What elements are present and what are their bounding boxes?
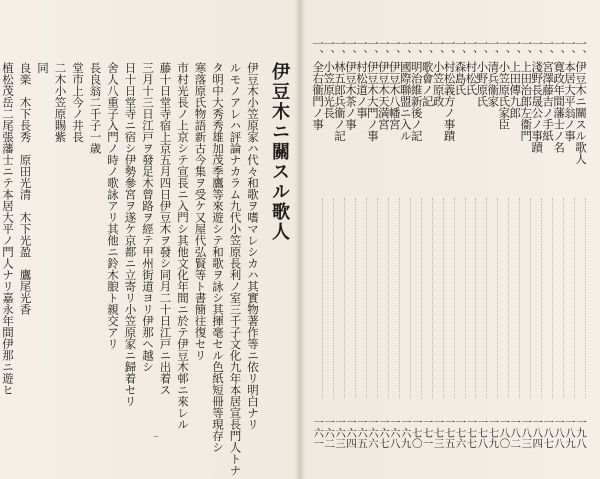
toc-entry-title: 一、寛政年間藩士ノ名 — [552, 38, 567, 153]
toc-entry-page: 一六二 — [323, 416, 336, 448]
toc-entry — [420, 38, 435, 448]
toc-entry-title: 一、宮澤藤吉ノ手紙 — [541, 38, 556, 142]
toc-entry-page: 一七一 — [421, 416, 434, 448]
toc-entry — [354, 38, 369, 448]
toc-leader-dots — [308, 198, 323, 398]
body-column: ルモノアレハ評論ナカラム九代小笠原長利ノ室三千子文化九年本居宣長門人トナ — [228, 62, 243, 476]
toc-entry-title: 一、清兵衞家 — [486, 38, 501, 107]
toc-entry-page: 一八三 — [520, 416, 533, 448]
page-title: 伊豆木ニ關スル歌人 — [269, 62, 290, 242]
body-column: 寒落原氏物語新古今集ヲ受ケ又屋代弘賢等ト書簡往復セリ — [193, 62, 208, 361]
toc-entry-page: 一八二 — [509, 416, 522, 448]
body-column: 藤十日堂寺宿上京五月四日伊豆木ヲ發シ同月二十日江戸ニ出着ス — [158, 62, 173, 396]
toc-entry — [475, 38, 490, 448]
toc-entry-page: 一八七 — [542, 416, 555, 448]
toc-entry — [322, 38, 337, 448]
toc-entry — [530, 38, 545, 448]
toc-entry-page: 一八八 — [553, 416, 566, 448]
toc-entry-page: 一六三 — [334, 416, 347, 448]
toc-entry-page: 一七五 — [443, 416, 456, 448]
table-of-contents — [311, 38, 588, 448]
toc-entry — [333, 38, 348, 448]
body-column: 日十日堂寺ニ宿シ伊勢參宮ヲ遂ケ京都ニ立寄リ小笠原家ニ歸着セリ — [123, 62, 138, 407]
toc-entry-page: 一六八 — [388, 416, 401, 448]
toc-entry-title: 一、小笠原政 — [431, 38, 446, 107]
body-column: 伊豆木小笠原家ハ代々和歌ヲ嗜マレシカハ其實物著作等ニ依リ明白ナリ — [246, 62, 260, 430]
toc-entry-page: 一六六 — [366, 416, 379, 448]
toc-entry — [431, 38, 446, 448]
toc-entry-title: 一、村松道ノ事 — [354, 38, 369, 119]
toc-entry — [343, 38, 358, 448]
toc-entry-page: 一七八 — [476, 416, 489, 448]
body-column: 長良翁二千子一歳 — [88, 62, 103, 154]
toc-entry-title: 一、上田治郎左衞門 — [519, 38, 534, 142]
toc-entry-title: 一、村松義方ノ事蹟 — [442, 38, 457, 142]
toc-entry-title: 一、歌會ノ記 — [420, 38, 435, 107]
toc-entry-title: 一、全右衞門ノ事 — [311, 38, 326, 130]
toc-entry-title: 一、小笠原光長 — [322, 38, 337, 119]
toc-entry-page: 一七六 — [454, 416, 467, 448]
toc-entry-page: 一八〇 — [498, 416, 511, 448]
body-column: 舍人八重子入門ノ時ノ歌詠アリ其他ニ鈴木朖ト親交アリ — [106, 62, 120, 350]
toc-entry-title: 一、森島氏 — [453, 38, 468, 96]
body-column: 三月十三日江戸ヲ發足木曾路ヲ經テ甲州街道ヨリ伊那ヘ越シ — [141, 62, 155, 373]
body-column: 二木小笠原賜紫 — [53, 62, 68, 143]
toc-entry — [442, 38, 457, 448]
toc-entry-page: 一八九 — [564, 416, 577, 448]
toc-entry-page: 一六五 — [355, 416, 368, 448]
toc-entry-page: 一八四 — [531, 416, 544, 448]
toc-entry — [486, 38, 501, 448]
toc-entry-title: 一、明治維新後ノ記 — [409, 38, 424, 142]
body-column: 市村光長ノ上京シテ宣長ニ入門シ其他文化年間ニ於テ伊豆木邨ニ來レル — [176, 62, 190, 430]
toc-entry-title: 一、伊豆木ニ關スル歌人 — [574, 38, 588, 165]
toc-entry-page: 一六四 — [344, 416, 357, 448]
toc-entry — [563, 38, 578, 448]
toc-entry-title: 一、林五郎兵衞ノ記 — [333, 38, 348, 142]
body-column: 堂市上今ノ井長 — [71, 62, 85, 143]
toc-entry — [552, 38, 567, 448]
toc-entry — [464, 38, 479, 448]
toc-entry-title: 一、本居大平翁ノ事 — [563, 38, 578, 142]
toc-entry-page: 一九八 — [575, 416, 587, 448]
toc-entry-page: 一六九 — [399, 416, 412, 448]
toc-entry-page: 一七〇 — [410, 416, 423, 448]
toc-entry-title: 一、淺野長晟公ノ事蹟 — [530, 38, 545, 153]
body-column: 良楽 木下長秀 原田光清 木下光盈 鷹尾光香 — [18, 62, 33, 315]
toc-entry-title: 一、村松氏 — [464, 38, 479, 96]
left-body — [1, 62, 260, 476]
toc-entry — [497, 38, 512, 448]
toc-entry-page: 一六一 — [312, 416, 325, 448]
toc-entry-page: 一七三 — [432, 416, 445, 448]
toc-entry-title: 一、上田傳九郎 — [508, 38, 523, 119]
toc-entry-title: 一、伊豆木茶ノ事 — [343, 38, 358, 130]
toc-entry-title: 一、小笠原氏家臣 — [497, 38, 512, 130]
body-column: タ明中大秀秀雄加茂季鷹等來遊シテ和歌ヲ詠シ其揮毫セル色紙短冊等現存シ — [211, 62, 225, 453]
toc-entry-page: 一七九 — [487, 416, 500, 448]
toc-entry-title: 一、伊豆木八幡宮 — [387, 38, 402, 130]
toc-entry-title: 一、伊豆木大門ノ事 — [365, 38, 380, 142]
toc-entry — [311, 38, 326, 448]
toc-entry — [376, 38, 391, 448]
toc-entry — [453, 38, 468, 448]
page-mark — [154, 436, 158, 437]
toc-entry — [508, 38, 523, 448]
toc-entry-title: 一、伊豆木天満宮 — [376, 38, 391, 130]
toc-entry-page: 一六七 — [377, 416, 390, 448]
toc-entry — [409, 38, 424, 448]
toc-entry-title: 一、小野原氏 — [475, 38, 490, 107]
right-page — [300, 0, 600, 479]
toc-entry — [387, 38, 402, 448]
toc-entry-page: 一七七 — [465, 416, 478, 448]
toc-entry — [541, 38, 556, 448]
toc-entry — [398, 38, 413, 448]
body-column: 植松茂岳二尾張藩士ニテ本居大平ノ門人ナリ嘉永年間伊那ニ遊ヒ — [1, 62, 15, 396]
toc-entry — [574, 38, 588, 448]
body-column: 同 — [36, 62, 50, 74]
toc-entry — [519, 38, 534, 448]
toc-entry-title: 一、國際聯盟ニ入ル — [398, 38, 413, 142]
toc-entry — [365, 38, 380, 448]
